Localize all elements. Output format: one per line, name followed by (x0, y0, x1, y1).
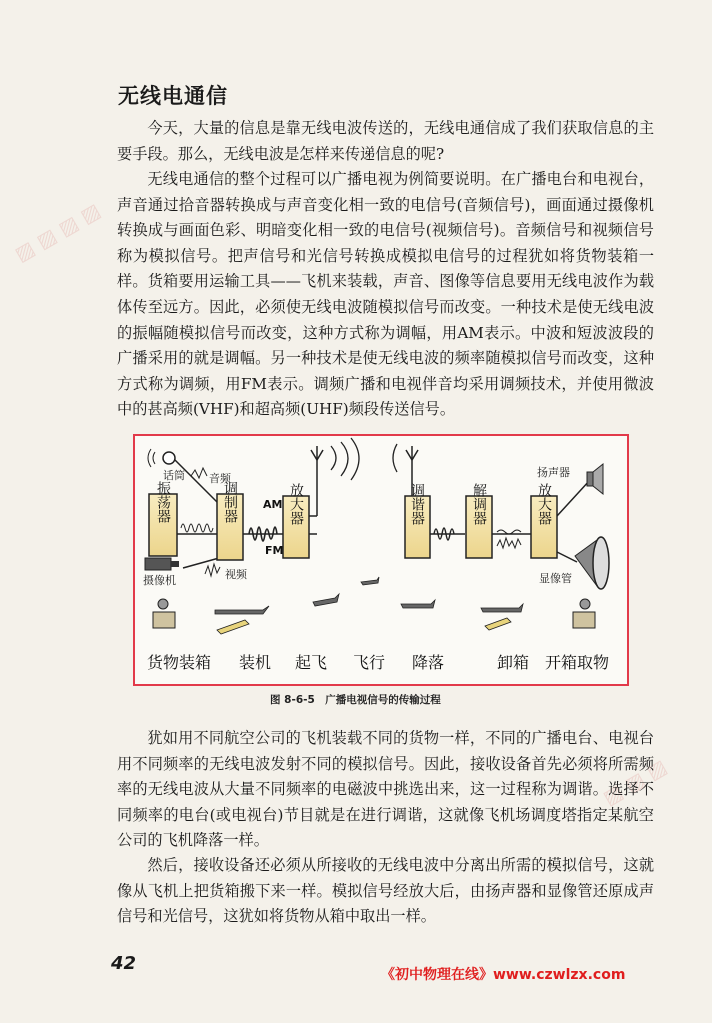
stage-label: 货物装箱 (147, 653, 212, 672)
label-speaker: 扬声器 (537, 466, 570, 479)
label-video: 视频 (225, 568, 247, 581)
broadcast-diagram (133, 434, 629, 686)
box-tuner (405, 483, 430, 558)
label-microphone: 话筒 (163, 469, 185, 482)
footer-site-link[interactable]: 《初中物理在线》www.czwlzx.com (381, 967, 626, 983)
label-tuner: 调谐器 (409, 483, 425, 525)
box-oscillator (149, 480, 177, 556)
label-am: AM (263, 498, 283, 511)
radio-wave-icon (331, 438, 397, 480)
speaker-icon (587, 464, 603, 494)
video-out-wave-icon (497, 538, 521, 548)
stage-label: 卸箱 (497, 653, 530, 672)
label-amplifier-rx: 放大器 (536, 483, 552, 525)
page-number: 42 (111, 953, 137, 974)
box-modulator (217, 481, 243, 560)
audio-wave-icon (191, 468, 207, 478)
label-oscillator: 振荡器 (155, 481, 171, 523)
picture-tube-icon (575, 537, 609, 589)
paragraph-1: 今天，大量的信息是靠无线电波传送的，无线电通信成了我们获取信息的主要手段。那么，无线电波是怎样来传递信息的呢? (117, 119, 654, 163)
stage-label: 起飞 (295, 653, 328, 672)
label-audio: 音频 (209, 472, 231, 485)
label-modulator: 调制器 (222, 481, 238, 523)
label-picture-tube: 显像管 (539, 572, 572, 585)
stage-label: 开箱取物 (545, 653, 610, 672)
microphone-icon (148, 449, 175, 467)
watermark-right: ▨ ▨ ▨ (598, 754, 671, 810)
antenna-icon (311, 446, 418, 462)
paragraph-4: 然后，接收设备还必须从所接收的无线电波中分离出所需的模拟信号，这就像从飞机上把货箱搬下来一样。模拟信号经放大后，由扬声器和显像管还原成声信号和光信号，这犹如将货物从箱中取出一样。 (117, 856, 654, 926)
box-amplifier-tx (283, 483, 309, 558)
paragraph-3: 犹如用不同航空公司的飞机装载不同的货物一样，不同的广播电台、电视台用不同频率的无线电波发射不同的模拟信号。因此，接收设备首先必须将所需频率的无线电波从大量不同频率的电磁波中挑选出来，这一过程称为调谐。选择不同频率的电台(或电视台)节目就是在进行调谐，这就像飞机场调度塔指定某航空公司的飞机降落一样。 (117, 729, 654, 850)
stage-label: 降落 (412, 653, 445, 672)
paragraph-2: 无线电通信的整个过程可以广播电视为例简要说明。在广播电台和电视台，声音通过拾音器转换成与声音变化相一致的电信号(音频信号)，画面通过摄像机转换成与画面色彩、明暗变化相一致的电信号(视频信号)。音频信号和视频信号称为模拟信号。把声信号和光信号转换成模拟电信号的过程犹如将货物装箱一样。货箱要用运输工具——飞机来装载，声音、图像等信息要用无线电波作为载体传至远方。因此，必须使无线电波随模拟信号而改变。一种技术是使无线电波的振幅随模拟信号而改变，这种方式称为调幅，用AM表示。中波和短波波段的广播采用的就是调幅。另一种技术是使无线电波的频率随模拟信号而改变，这种方式称为调频，用FM表示。调频广播和电视伴音均采用调频技术，并使用微波中的甚高频(VHF)和超高频(UHF)频段传送信号。 (117, 170, 654, 419)
box-amplifier-rx (531, 483, 557, 558)
label-fm: FM (265, 544, 284, 557)
stage-labels (147, 653, 609, 672)
label-amplifier-tx: 放大器 (288, 483, 304, 525)
video-wave-icon (205, 564, 220, 576)
camera-icon (145, 558, 179, 570)
figure-caption: 图 8-6-5 广播电视信号的传输过程 (270, 694, 441, 706)
stage-label: 飞行 (353, 653, 386, 672)
watermark-left: ▨ ▨ ▨ ▨ (10, 197, 105, 267)
label-camera: 摄像机 (143, 574, 176, 587)
carrier-wave-icon (181, 524, 213, 532)
section-title: 无线电通信 (118, 84, 228, 108)
stage-label: 装机 (239, 653, 272, 672)
box-demodulator (466, 483, 492, 558)
label-demodulator: 解调器 (471, 483, 487, 525)
airplane-icon (215, 577, 523, 614)
cargo-loader-icon (217, 618, 511, 634)
